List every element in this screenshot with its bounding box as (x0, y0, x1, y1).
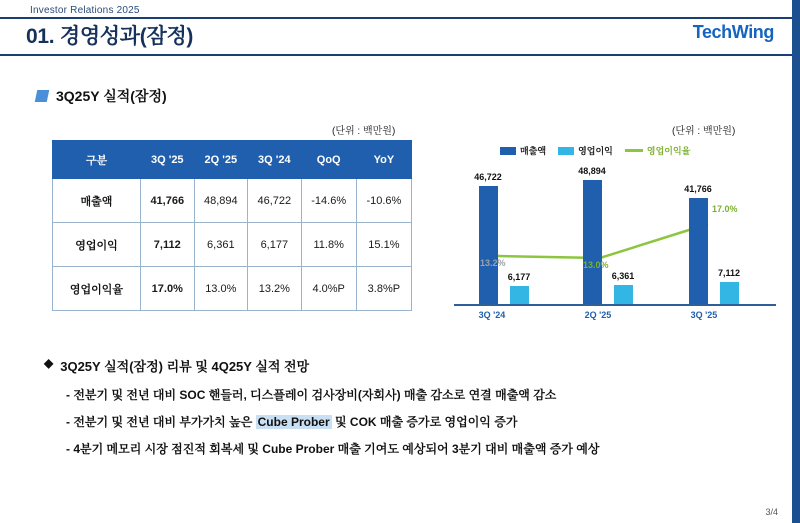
legend-line-icon (625, 149, 643, 152)
chart-axis (454, 304, 776, 306)
commentary-item (66, 387, 774, 403)
diamond-bullet-icon: ◆ (44, 356, 54, 370)
commentary-item (66, 414, 774, 430)
commentary-item-text: - 4분기 메모리 시장 점진적 회복세 및 Cube Prober 매출 기여도 예상되어 3분기 대비 매출액 증가 예상 (66, 442, 600, 457)
header-kicker: Investor Relations 2025 (30, 5, 140, 16)
bar-value-label: 46,722 (474, 172, 502, 182)
table-cell: 6,361 (194, 223, 248, 267)
section-heading (36, 86, 167, 106)
table-row (53, 267, 412, 311)
legend-label: 매출액 (520, 146, 547, 156)
results-chart (440, 138, 780, 333)
legend-swatch-icon (558, 147, 574, 155)
bar-value-label: 6,177 (507, 272, 531, 282)
table-cell: 17.0% (141, 267, 195, 311)
table-cell: 15.1% (356, 223, 411, 267)
table-header-cell: 구분 (53, 141, 141, 179)
results-table (52, 140, 412, 311)
category-label: 3Q '24 (478, 310, 506, 320)
category-label: 3Q '25 (690, 310, 718, 320)
chart-category-labels (440, 310, 780, 324)
bar-value-label: 6,361 (611, 271, 635, 281)
commentary-heading-text: 3Q25Y 실적(잠정) 리뷰 및 4Q25Y 실적 전망 (60, 359, 310, 374)
table-cell: 48,894 (194, 179, 248, 223)
chart-plot-area (440, 164, 780, 306)
table-row (53, 223, 412, 267)
commentary-heading (44, 356, 774, 375)
table-cell: -10.6% (356, 179, 411, 223)
row-label: 영업이익율 (53, 267, 141, 311)
table-cell: -14.6% (301, 179, 356, 223)
table-cell: 46,722 (248, 179, 302, 223)
page-title: 01. 경영성과(잠정) (26, 25, 194, 48)
table-header-row (53, 141, 412, 179)
category-label: 2Q '25 (584, 310, 612, 320)
table-header-cell: YoY (356, 141, 411, 179)
table-cell: 6,177 (248, 223, 302, 267)
bar-operating-profit (720, 282, 739, 304)
legend-item-operating-profit (558, 144, 613, 157)
table-cell: 7,112 (141, 223, 195, 267)
slide-header (0, 0, 800, 56)
bar-revenue (583, 180, 602, 304)
bar-value-label: 41,766 (684, 184, 712, 194)
right-accent-bar (792, 0, 800, 523)
legend-item-revenue (500, 144, 546, 157)
commentary-block (44, 356, 774, 469)
company-logo: TechWing (692, 22, 774, 42)
commentary-item-text: - 전분기 및 전년 대비 부가가치 높은 (66, 415, 256, 430)
table-header-cell: 3Q '24 (248, 141, 302, 179)
header-rule-top (0, 17, 800, 19)
chart-legend (500, 144, 690, 157)
table-cell: 41,766 (141, 179, 195, 223)
commentary-item-text-cont: 및 COK 매출 증가로 영업이익 증가 (331, 415, 518, 430)
row-label: 매출액 (53, 179, 141, 223)
bar-value-label: 48,894 (578, 166, 606, 176)
legend-label: 영업이익 (578, 146, 613, 156)
commentary-item (66, 441, 774, 457)
table-row (53, 179, 412, 223)
margin-label-3q25: 17.0% (712, 204, 738, 214)
row-label: 영업이익 (53, 223, 141, 267)
table-cell: 13.2% (248, 267, 302, 311)
margin-label-3q24: 13.2% (480, 258, 506, 268)
section-title: 3Q25Y 실적(잠정) (56, 88, 167, 104)
bar-operating-profit (614, 285, 633, 304)
section-marker-icon (35, 90, 50, 102)
table-cell: 4.0%P (301, 267, 356, 311)
legend-item-operating-margin (625, 144, 690, 157)
table-cell: 3.8%P (356, 267, 411, 311)
highlighted-term: Cube Prober (257, 415, 330, 430)
table-unit-label: (단위 : 백만원) (332, 126, 396, 137)
legend-swatch-icon (500, 147, 516, 155)
commentary-item-text: - 전분기 및 전년 대비 SOC 핸들러, 디스플레이 검사장비(자회사) 매출 감소로 연결 매출액 감소 (66, 388, 557, 402)
bar-operating-profit (510, 286, 529, 304)
legend-label: 영업이익율 (646, 146, 691, 156)
table-cell: 13.0% (194, 267, 248, 311)
bar-revenue (479, 186, 498, 304)
table-header-cell: 2Q '25 (194, 141, 248, 179)
bar-revenue (689, 198, 708, 304)
table-header-cell: 3Q '25 (141, 141, 195, 179)
chart-unit-label: (단위 : 백만원) (672, 126, 736, 137)
table-cell: 11.8% (301, 223, 356, 267)
header-rule-bottom (0, 54, 800, 56)
table-header-cell: QoQ (301, 141, 356, 179)
margin-label-2q25: 13.0% (583, 260, 609, 270)
page-number: 3/4 (765, 507, 778, 517)
bar-value-label: 7,112 (717, 268, 741, 278)
